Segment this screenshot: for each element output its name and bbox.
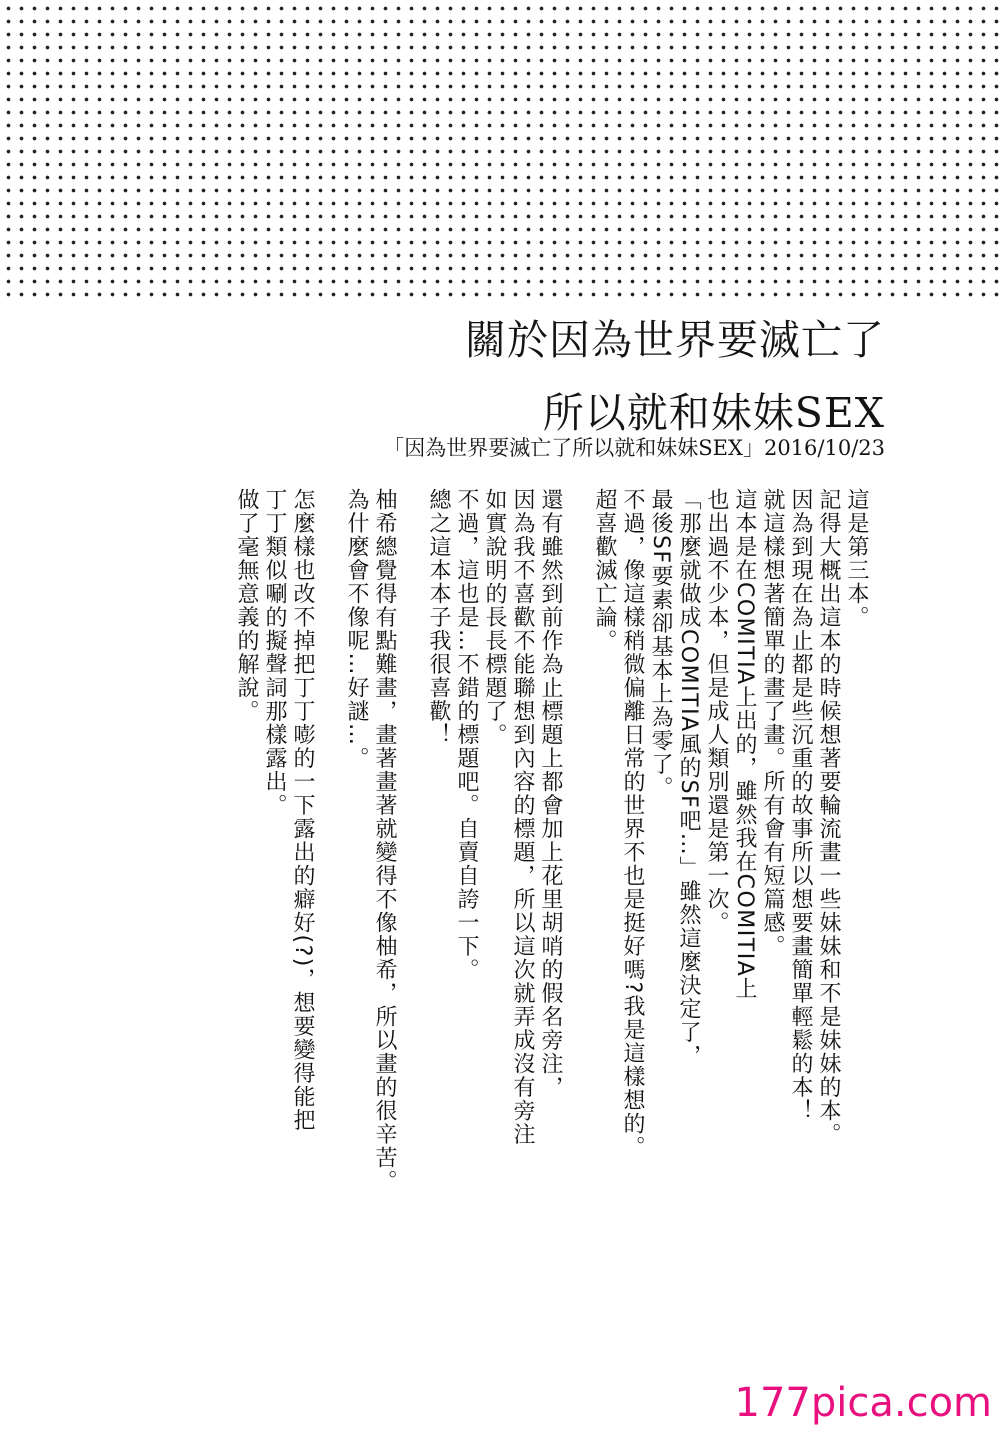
paragraph-1 <box>758 488 870 1208</box>
afterword-body <box>180 488 870 1208</box>
text-line: 丁丁類似唰的擬聲詞那樣露出。 <box>262 488 287 817</box>
page-title-line-2: 所以就和妹妹SEX <box>542 389 885 437</box>
text-line: 如實說明的長長標題了。 <box>482 488 507 747</box>
paragraph-5 <box>232 488 316 1208</box>
work-subtitle-date: 「因為世界要滅亡了所以就和妹妹SEX」2016/10/23 <box>383 436 885 460</box>
text-line: 不過，像這樣稍微偏離日常的世界不也是挺好嗎?我是這樣想的。 <box>620 488 645 1160</box>
text-line: 最後SF要素卻基本上為零了。 <box>648 488 673 800</box>
text-line: 為什麼會不像呢…好謎…。 <box>344 488 369 770</box>
halftone-dot-band <box>0 0 1000 300</box>
text-line: 這是第三本。 <box>844 488 869 629</box>
text-line: 也出過不少本，但是成人類別還是第一次。 <box>704 488 729 935</box>
page-title-line-1: 關於因為世界要滅亡了 <box>465 316 885 364</box>
site-watermark: 177pica.com <box>734 1380 992 1426</box>
paragraph-4 <box>342 488 398 1208</box>
text-line: 不過，這也是…不錯的標題吧。自賣自誇一下。 <box>454 488 479 982</box>
text-line: 就這樣想著簡單的畫了畫。所有會有短篇感。 <box>760 488 785 958</box>
paragraph-2 <box>590 488 758 1208</box>
text-line: 做了毫無意義的解說。 <box>234 488 259 723</box>
text-line: 柚希總覺得有點難畫，畫著畫著就變得不像柚希，所以畫的很辛苦。 <box>372 488 397 1193</box>
text-line: 記得大概出這本的時候想著要輪流畫一些妹妹和不是妹妹的本。 <box>816 488 841 1146</box>
text-line: 總之這本本子我很喜歡！ <box>426 488 451 747</box>
text-line: 還有雖然到前作為止標題上都會加上花里胡哨的假名旁注， <box>538 488 563 1099</box>
text-line: 「那麼就做成COMITIA風的SF吧…」雖然這麼決定了， <box>676 488 701 1068</box>
text-line: 超喜歡滅亡論。 <box>592 488 617 653</box>
paragraph-3 <box>424 488 564 1208</box>
text-line: 怎麼樣也改不掉把丁丁嘭的一下露出的癖好(?)，想要變得能把 <box>290 488 315 1133</box>
text-line: 因為我不喜歡不能聯想到內容的標題，所以這次就弄成沒有旁注 <box>510 488 535 1146</box>
text-line: 因為到現在為止都是些沉重的故事所以想要畫簡單輕鬆的本！ <box>788 488 813 1123</box>
text-line: 這本是在COMITIA上出的，雖然我在COMITIA上 <box>732 488 757 1001</box>
